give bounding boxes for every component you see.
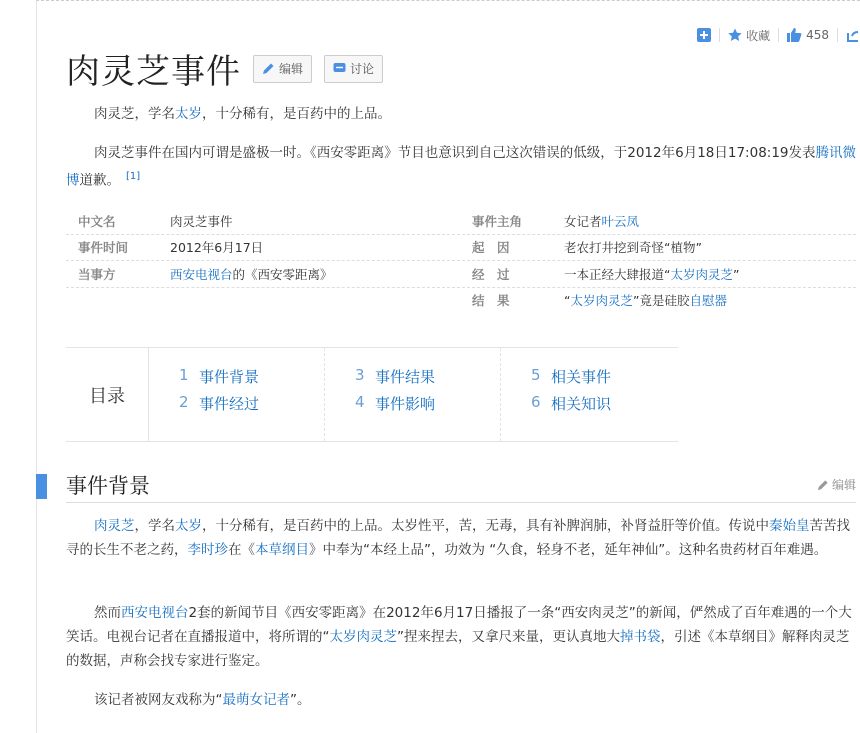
link-xian-tv[interactable]: 西安电视台 bbox=[121, 605, 189, 621]
toc-item[interactable] bbox=[179, 366, 324, 393]
text: 》中奉为“本经上品”，功效为 “久食，轻身不老，延年神仙”。这种名贵药材百年难遇。 bbox=[309, 542, 828, 558]
section-paragraph-3 bbox=[66, 688, 856, 712]
info-key: 结 果 bbox=[472, 293, 510, 309]
edit-label: 编辑 bbox=[279, 62, 304, 76]
text: ，学名 bbox=[134, 518, 175, 534]
info-key: 事件主角 bbox=[472, 213, 523, 229]
link-taisui-rouling[interactable]: 太岁肉灵芝 bbox=[670, 266, 733, 282]
link-taisui[interactable]: 太岁 bbox=[175, 106, 202, 122]
text: ”。 bbox=[290, 692, 311, 708]
link-bencao[interactable]: 本草纲目 bbox=[255, 542, 309, 558]
favorite-label: 收藏 bbox=[746, 28, 771, 43]
link-qinshihuang[interactable]: 秦始皇 bbox=[769, 518, 810, 534]
text: 的《西安零距离》 bbox=[232, 266, 333, 282]
comment-icon bbox=[333, 62, 346, 75]
info-key: 事件时间 bbox=[78, 240, 129, 256]
infobox bbox=[66, 208, 856, 313]
link-taisui-rouling[interactable]: 太岁肉灵芝 bbox=[570, 293, 633, 309]
info-value bbox=[170, 265, 470, 283]
info-value bbox=[564, 212, 639, 230]
link-diaoshudai[interactable]: 掉书袋 bbox=[620, 629, 661, 645]
link-taisui[interactable]: 太岁 bbox=[175, 518, 202, 534]
section-marker bbox=[36, 474, 47, 499]
toc-label: 事件结果 bbox=[375, 368, 436, 386]
text: ”竟是硅胶 bbox=[633, 293, 690, 309]
toc-column bbox=[325, 348, 501, 441]
text: 在《 bbox=[228, 542, 255, 558]
toc-number: 4 bbox=[355, 393, 365, 411]
toc-label: 相关事件 bbox=[551, 368, 612, 386]
toc-column bbox=[501, 348, 677, 441]
text: 肉灵芝事件在国内可谓是盛极一时。《西安零距离》节目也意识到自己这次错误的低级，于2012年6月18日17:08:19发表 bbox=[94, 145, 816, 161]
top-toolbar bbox=[697, 22, 860, 48]
share-button[interactable] bbox=[846, 28, 860, 42]
link-taisui-rouling[interactable]: 太岁肉灵芝 bbox=[329, 629, 397, 645]
link-result[interactable]: 自慰器 bbox=[689, 293, 727, 309]
toc-label: 事件背景 bbox=[199, 368, 260, 386]
pencil-icon bbox=[817, 479, 829, 491]
thumbs-up-icon bbox=[787, 28, 802, 42]
text: 一本正经大肆报道“ bbox=[564, 266, 671, 282]
pencil-icon bbox=[262, 62, 275, 75]
section-edit-button[interactable] bbox=[817, 476, 856, 493]
info-value: 老农打井挖到奇怪“植物” bbox=[564, 240, 702, 256]
info-value bbox=[564, 265, 739, 283]
title-row bbox=[66, 44, 383, 93]
link-cutest-reporter[interactable]: 最萌女记者 bbox=[222, 692, 290, 708]
text: 该记者被网友戏称为“ bbox=[94, 692, 223, 708]
plus-square-icon bbox=[697, 28, 711, 42]
toc-number: 6 bbox=[531, 393, 541, 411]
text: 女记者 bbox=[564, 213, 602, 229]
toc-item[interactable] bbox=[355, 393, 500, 420]
add-button[interactable] bbox=[697, 28, 711, 42]
favorite-button[interactable] bbox=[728, 27, 770, 44]
toc-label: 相关知识 bbox=[551, 395, 612, 413]
infobox-row bbox=[66, 287, 856, 314]
section-paragraph-2 bbox=[66, 601, 856, 673]
text: ，引述《本草纲目》解释肉灵芝的数据，声称会找专家进行鉴定。 bbox=[66, 629, 850, 669]
toc-column bbox=[149, 348, 325, 441]
toc-item[interactable] bbox=[355, 366, 500, 393]
text: ，十分稀有，是百药中的上品。 bbox=[202, 106, 391, 122]
table-of-contents bbox=[66, 347, 678, 442]
like-count: 458 bbox=[806, 28, 829, 42]
infobox-row bbox=[66, 260, 856, 287]
toc-number: 5 bbox=[531, 366, 541, 384]
edit-button[interactable] bbox=[253, 55, 312, 83]
info-key: 当事方 bbox=[78, 266, 116, 282]
toc-label: 事件经过 bbox=[199, 395, 260, 413]
infobox-row bbox=[66, 234, 856, 261]
like-button[interactable] bbox=[787, 28, 829, 42]
toc-item[interactable] bbox=[179, 393, 324, 420]
discuss-label: 讨论 bbox=[350, 62, 375, 76]
text: 道歉。 bbox=[79, 172, 120, 189]
section-title: 事件背景 bbox=[66, 474, 150, 498]
summary-paragraph-2 bbox=[66, 141, 856, 193]
text: ” bbox=[733, 266, 740, 282]
link-tencent-weibo[interactable]: 腾讯微博 bbox=[66, 145, 857, 189]
text: ，十分稀有，是百药中的上品。太岁性平，苦，无毒，具有补脾润肺，补肾益肝等价值。传说中 bbox=[202, 518, 769, 534]
text: ”捏来捏去，又拿尺来量，更认真地大 bbox=[397, 629, 620, 645]
text: 然而 bbox=[94, 605, 121, 621]
toc-number: 1 bbox=[179, 366, 189, 384]
toc-number: 2 bbox=[179, 393, 189, 411]
info-key: 经 过 bbox=[472, 266, 510, 282]
text: 苦苦找寻的长生不老之药， bbox=[66, 518, 850, 558]
summary-paragraph-1 bbox=[66, 102, 856, 126]
toc-title: 目录 bbox=[66, 348, 149, 441]
link-xian-tv[interactable]: 西安电视台 bbox=[170, 266, 233, 282]
share-icon bbox=[846, 28, 860, 42]
toc-number: 3 bbox=[355, 366, 365, 384]
toc-item[interactable] bbox=[531, 393, 677, 420]
info-key: 中文名 bbox=[78, 213, 116, 229]
page-title: 肉灵芝事件 bbox=[66, 52, 241, 92]
section-edit-label: 编辑 bbox=[831, 478, 856, 492]
info-value: 肉灵芝事件 bbox=[170, 213, 233, 229]
toc-label: 事件影响 bbox=[375, 395, 436, 413]
text: “ bbox=[564, 293, 571, 309]
star-icon bbox=[728, 28, 742, 42]
info-value bbox=[564, 291, 727, 309]
toc-item[interactable] bbox=[531, 366, 677, 393]
link-ye-yunfeng[interactable]: 叶云凤 bbox=[601, 213, 640, 229]
section-header bbox=[66, 470, 856, 503]
section-paragraph-1 bbox=[66, 514, 856, 562]
reference-link[interactable]: [1] bbox=[126, 171, 141, 182]
text: 2套的新闻节目《西安零距离》在2012年6月17日播报了一条“西安肉灵芝”的新闻，俨然成了百年难遇的一个大笑话。电视台记者在直播报道中，将所谓的“ bbox=[66, 605, 852, 645]
text: 肉灵芝，学名 bbox=[94, 106, 175, 122]
infobox-row bbox=[66, 208, 856, 234]
link-li-shizhen[interactable]: 李时珍 bbox=[187, 542, 228, 558]
info-key: 起 因 bbox=[472, 240, 510, 256]
discuss-button[interactable] bbox=[324, 55, 383, 83]
info-value: 2012年6月17日 bbox=[170, 240, 264, 256]
link-rouling[interactable]: 肉灵芝 bbox=[94, 518, 135, 534]
